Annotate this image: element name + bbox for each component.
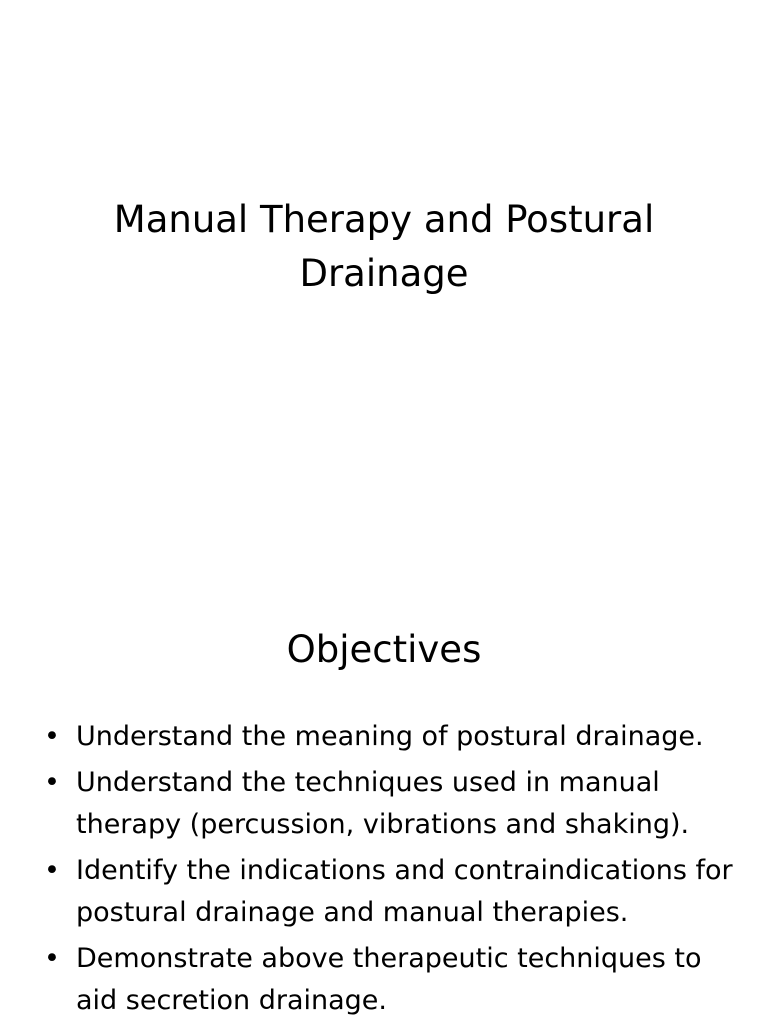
objective-text: Demonstrate above therapeutic techniques to aid secretion drainage. [76,943,702,1016]
objectives-heading: Objectives [286,628,482,671]
bullet-icon: • [44,855,60,886]
objective-item [44,716,734,758]
bullet-icon: • [44,767,60,798]
bullet-icon: • [44,721,60,752]
objective-item [44,762,734,846]
objective-text: Identify the indications and contraindications for postural drainage and manual therapies. [76,855,733,928]
objective-item [44,938,734,1022]
objective-text: Understand the meaning of postural drainage. [76,721,704,752]
bullet-icon: • [44,943,60,974]
objective-text: Understand the techniques used in manual therapy (percussion, vibrations and shaking). [76,767,690,840]
objective-item [44,850,734,934]
objectives-list [44,716,734,1026]
slide-title: Manual Therapy and Postural Drainage [113,198,655,295]
